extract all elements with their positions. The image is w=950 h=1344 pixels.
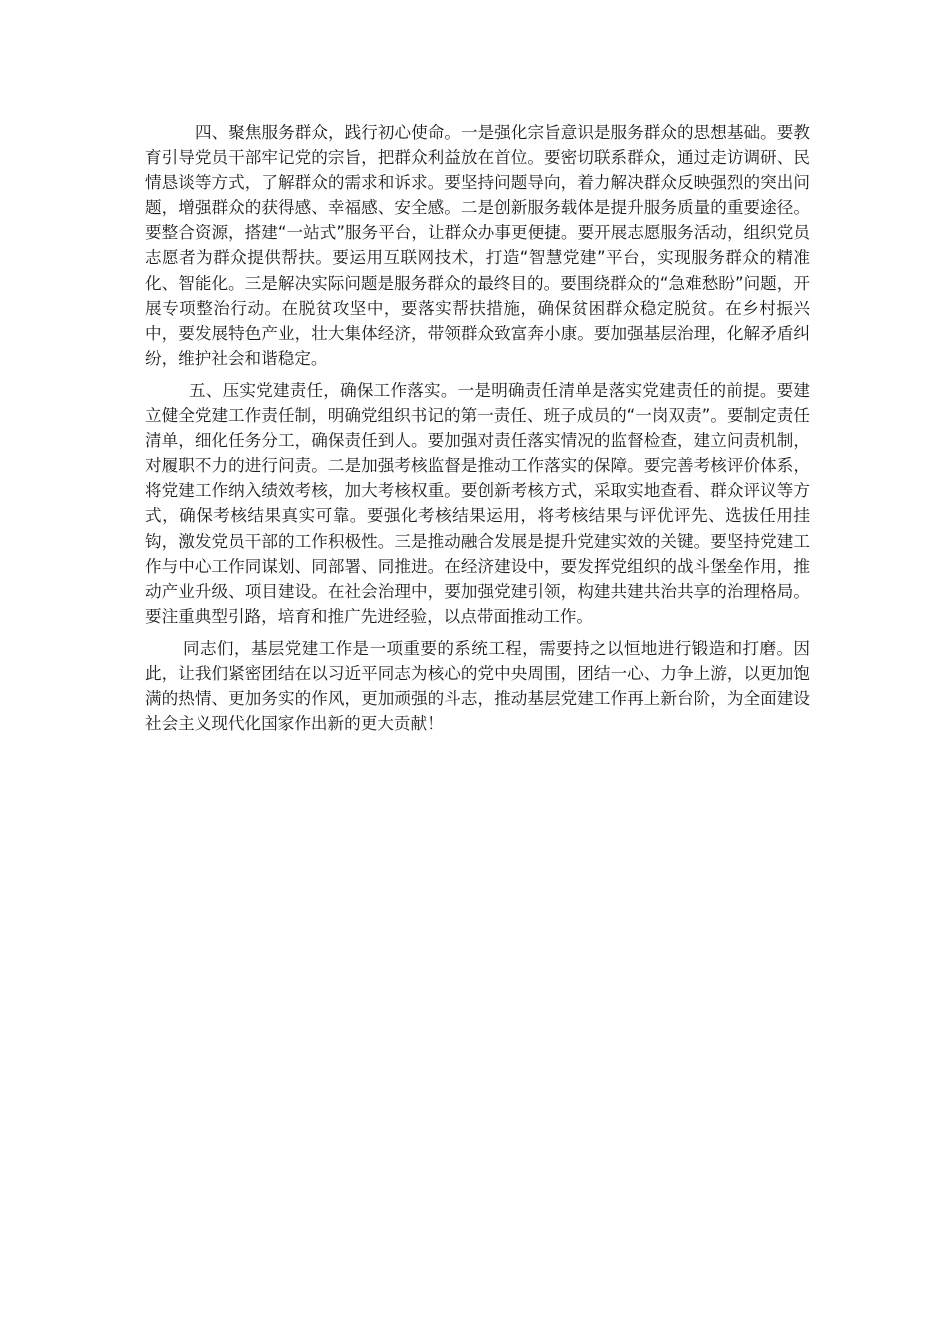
paragraph-party-responsibility: 五、压实党建责任，确保工作落实。一是明确责任清单是落实党建责任的前提。要建立健全党建工作责任制，明确党组织书记的第一责任、班子成员的“一岗双责”。要制定责任清单，细化任务分工，确保责任到人。要加强对责任落实情况的监督检查，建立问责机制，对履职不力的进行问责。二是加强考核监督是推动工作落实的保障。要完善考核评价体系，将党建工作纳入绩效考核，加大考核权重。要创新考核方式，采取实地查看、群众评议等方式，确保考核结果真实可靠。要强化考核结果运用，将考核结果与评优评先、选拔任用挂钩，激发党员干部的工作积极性。三是推动融合发展是提升党建实效的关键。要坚持党建工作与中心工作同谋划、同部署、同推进。在经济建设中，要发挥党组织的战斗堡垒作用，推动产业升级、项目建设。在社会治理中，要加强党建引领，构建共建共治共享的治理格局。要注重典型引路，培育和推广先进经验，以点带面推动工作。	[145, 380, 810, 626]
paragraph-closing: 同志们，基层党建工作是一项重要的系统工程，需要持之以恒地进行锻造和打磨。因此，让我们紧密团结在以习近平同志为核心的党中央周围，团结一心、力争上游，以更加饱满的热情、更加务实的作风，更加顽强的斗志，推动基层党建工作再上新台阶，为全面建设社会主义现代化国家作出新的更大贡献！	[145, 638, 810, 734]
paragraph-serve-masses: 四、聚焦服务群众，践行初心使命。一是强化宗旨意识是服务群众的思想基础。要教育引导党员干部牢记党的宗旨，把群众利益放在首位。要密切联系群众，通过走访调研、民情恳谈等方式，了解群众的需求和诉求。要坚持问题导向，着力解决群众反映强烈的突出问题，增强群众的获得感、幸福感、安全感。二是创新服务载体是提升服务质量的重要途径。要整合资源，搭建“一站式”服务平台，让群众办事更便捷。要开展志愿服务活动，组织党员志愿者为群众提供帮扶。要运用互联网技术，打造“智慧党建”平台，实现服务群众的精准化、智能化。三是解决实际问题是服务群众的最终目的。要围绕群众的“急难愁盼”问题，开展专项整治行动。在脱贫攻坚中，要落实帮扶措施，确保贫困群众稳定脱贫。在乡村振兴中，要发展特色产业，壮大集体经济，带领群众致富奔小康。要加强基层治理，化解矛盾纠纷，维护社会和谐稳定。	[145, 123, 810, 368]
document-page	[145, 120, 810, 736]
